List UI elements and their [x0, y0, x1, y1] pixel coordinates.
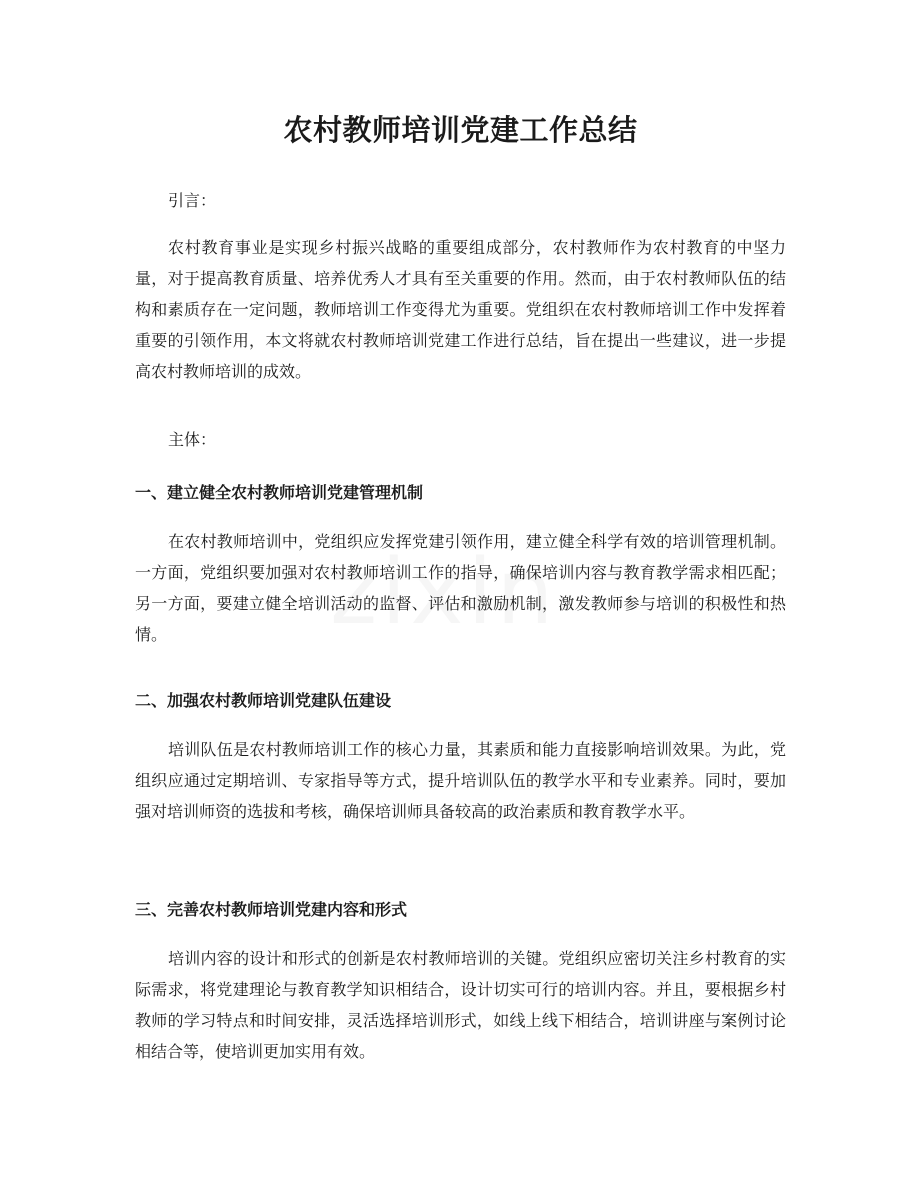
section-3-heading: 三、完善农村教师培训党建内容和形式 — [135, 900, 408, 919]
body-label: 主体： — [168, 430, 217, 449]
section-1-paragraph: 在农村教师培训中，党组织应发挥党建引领作用，建立健全科学有效的培训管理机制。一方面，党组织要加强对农村教师培训工作的指导，确保培训内容与教育教学需求相匹配；另一方面，要建立健全培训活动的监督、评估和激励机制，激发教师参与培训的积极性和热情。 — [135, 532, 786, 644]
document-title: 农村教师培训党建工作总结 — [283, 113, 638, 147]
section-2-paragraph: 培训队伍是农村教师培训工作的核心力量，其素质和能力直接影响培训效果。为此，党组织应通过定期培训、专家指导等方式，提升培训队伍的教学水平和专业素养。同时，要加强对培训师资的选拔和考核，确保培训师具备较高的政治素质和教育教学水平。 — [135, 740, 786, 821]
section-1-heading: 一、建立健全农村教师培训党建管理机制 — [135, 483, 424, 502]
section-2-heading: 二、加强农村教师培训党建队伍建设 — [135, 691, 392, 710]
intro-paragraph: 农村教育事业是实现乡村振兴战略的重要组成部分，农村教师作为农村教育的中坚力量，对于提高教育质量、培养优秀人才具有至关重要的作用。然而，由于农村教师队伍的结构和素质存在一定问题，教师培训工作变得尤为重要。党组织在农村教师培训工作中发挥着重要的引领作用，本文将就农村教师培训党建工作进行总结，旨在提出一些建议，进一步提高农村教师培训的成效。 — [135, 238, 786, 381]
intro-label: 引言： — [168, 191, 217, 210]
section-3-paragraph: 培训内容的设计和形式的创新是农村教师培训的关键。党组织应密切关注乡村教育的实际需求，将党建理论与教育教学知识相结合，设计切实可行的培训内容。并且，要根据乡村教师的学习特点和时间安排，灵活选择培训形式，如线上线下相结合，培训讲座与案例讨论相结合等，使培训更加实用有效。 — [135, 949, 786, 1061]
